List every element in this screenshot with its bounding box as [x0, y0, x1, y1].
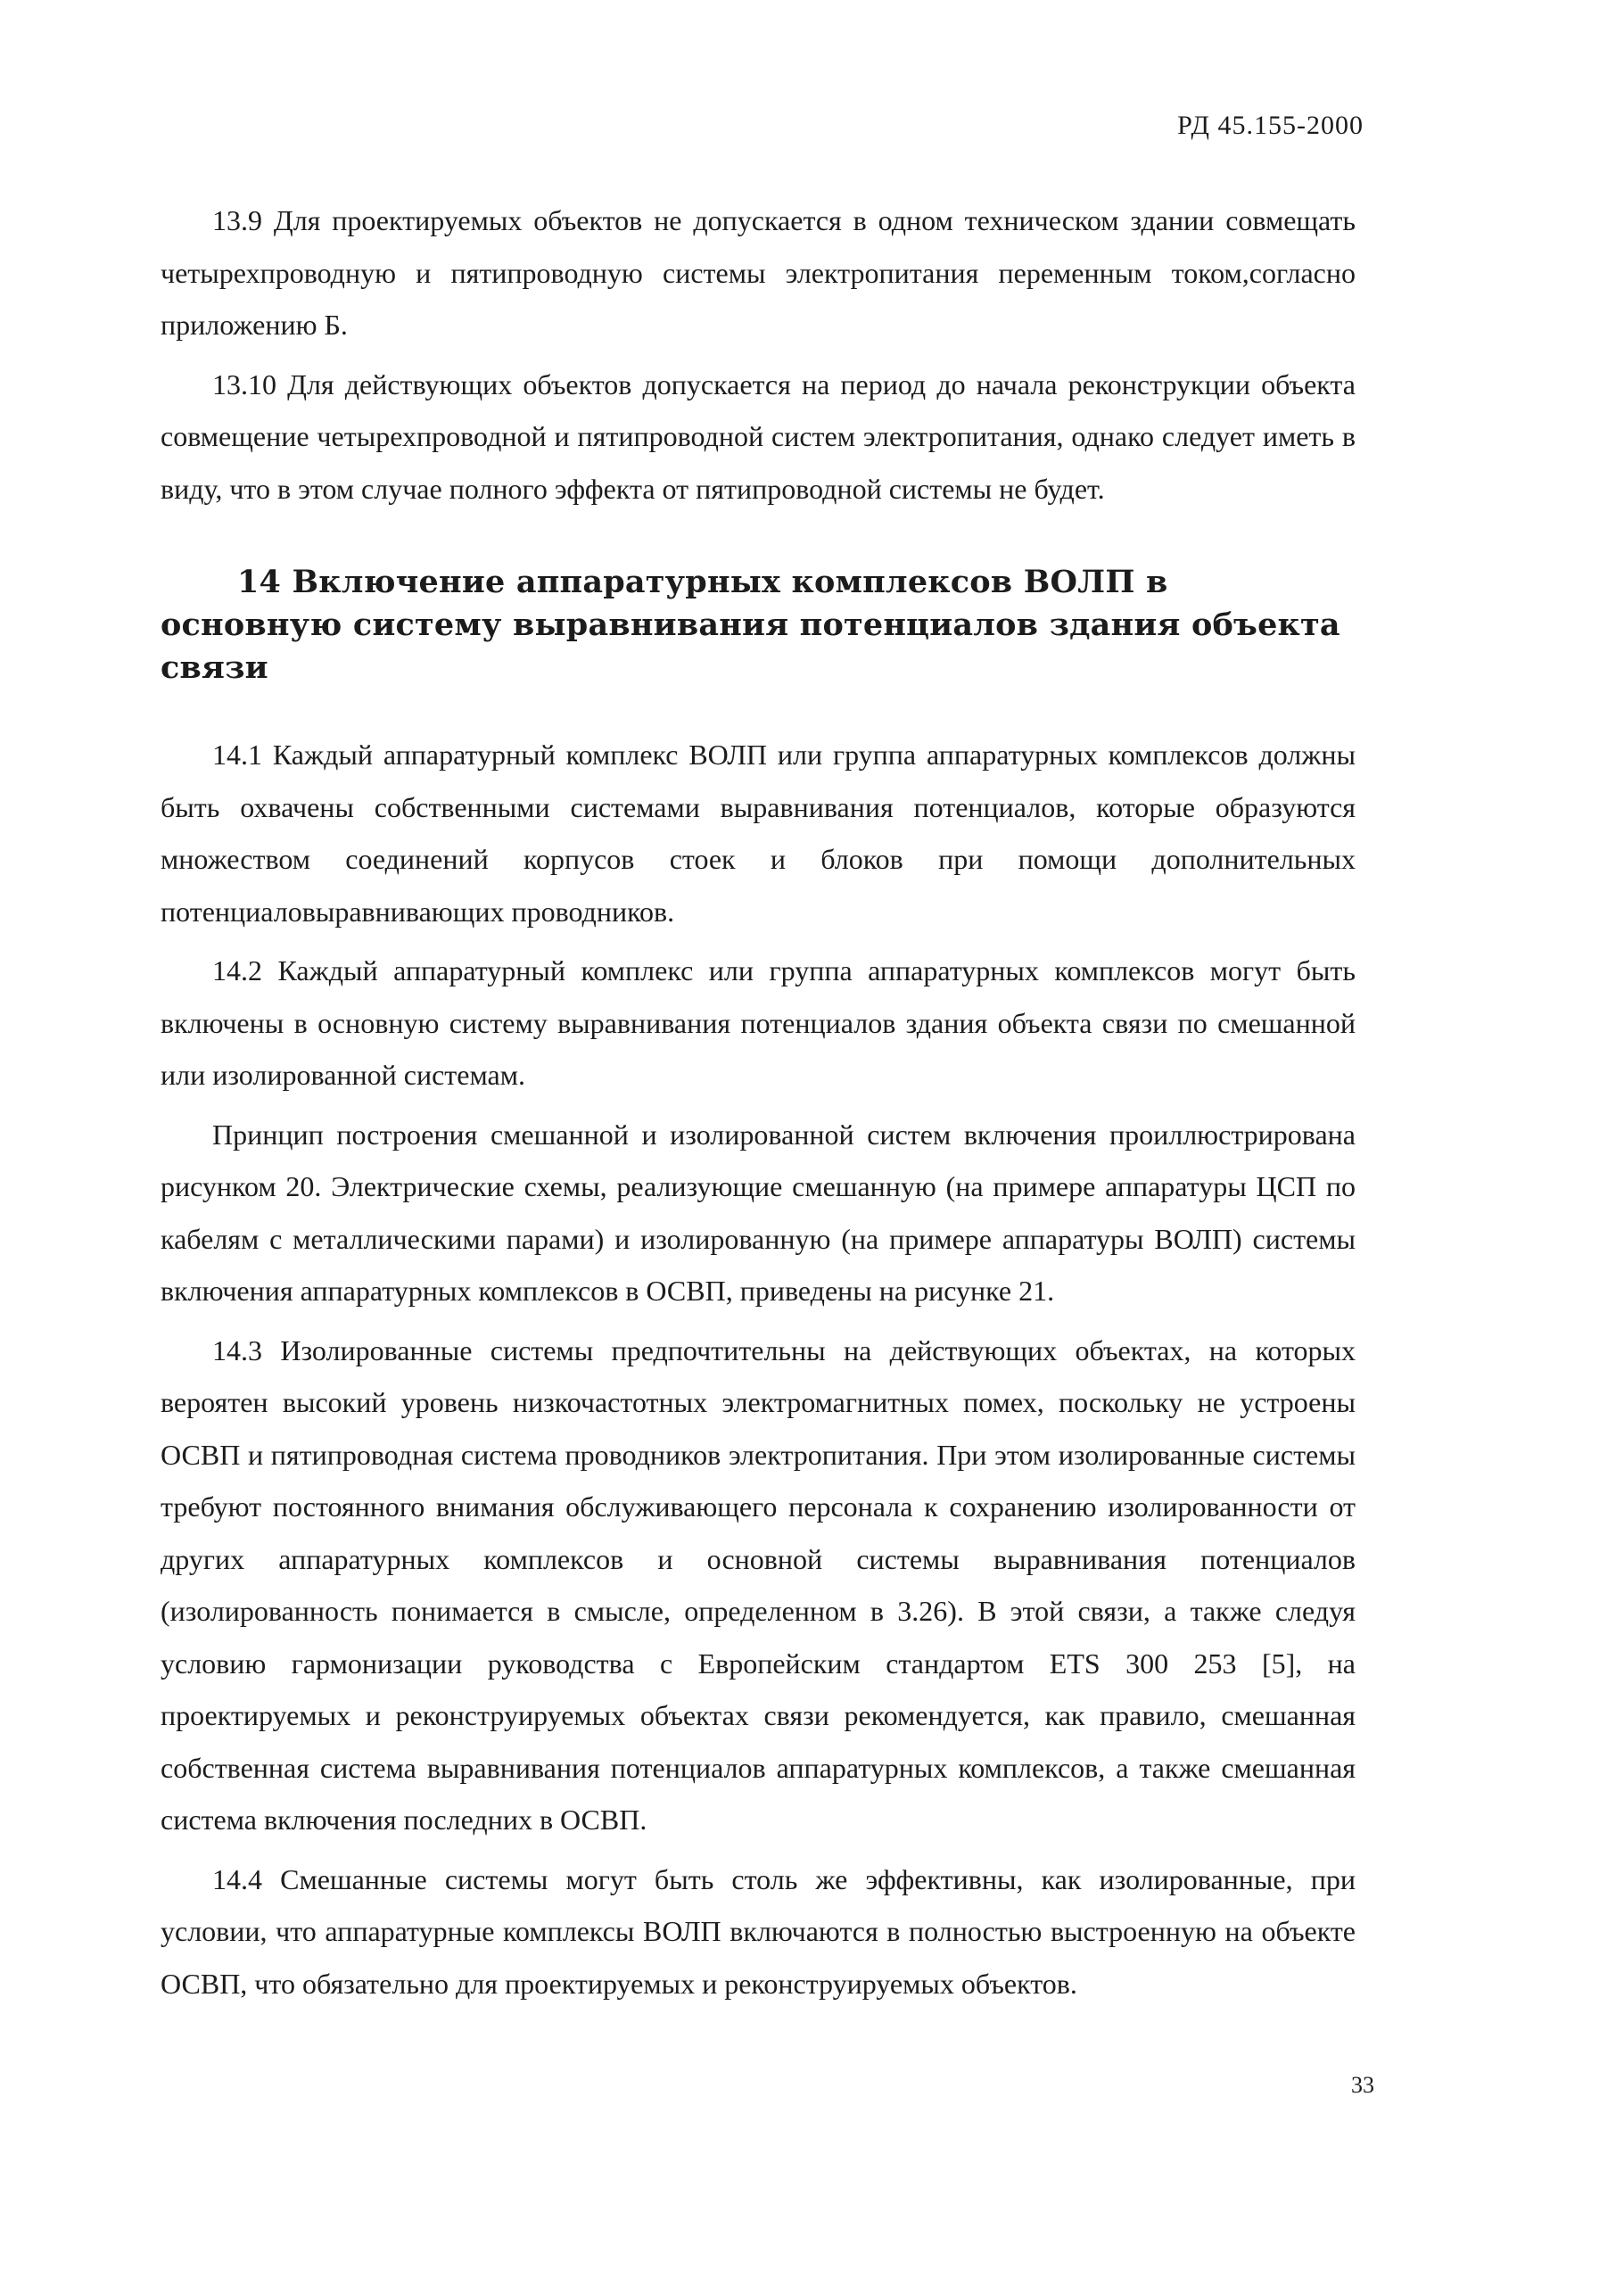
paragraph-13-10: 13.10 Для действующих объектов допускается на период до начала реконструкции объекта совмещение четырехпроводной и пятипроводной систем электропитания, однако следует иметь в виду, что в этом случае полного эффекта от пятипроводной системы не будет.	[161, 367, 1356, 505]
document-code: РД 45.155-2000	[1177, 111, 1364, 140]
document-body	[161, 194, 1356, 2017]
paragraph-14-2-principle: Принцип построения смешанной и изолированной систем включения проиллюстрирована рисунком 20. Электрические схемы, реализующие смешанную (на примере аппаратуры ЦСП по кабелям с металлическими парами) и изолированную (на примере аппаратуры ВОЛП) системы включения аппаратурных комплексов в ОСВП, приведены на рисунке 21.	[161, 1118, 1356, 1307]
section-heading-14: 14 Включение аппаратурных комплексов ВОЛП в основную систему выравнивания потенциалов здания объекта связи	[161, 564, 1340, 686]
paragraph-14-3: 14.3 Изолированные системы предпочтительны на действующих объектах, на которых вероятен высокий уровень низкочастотных электромагнитных помех, поскольку не устроены ОСВП и пятипроводная система проводников электропитания. При этом изолированные системы требуют постоянного внимания обслуживающего персонала к сохранению изолированности от других аппаратурных комплексов и основной системы выравнивания потенциалов (изолированность понимается в смысле, определенном в 3.26). В этой связи, а также следуя условию гармонизации руководства с Европейским стандартом ETS 300 253 [5], на проектируемых и реконструируемых объектах связи рекомендуется, как правило, смешанная собственная система выравнивания потенциалов аппаратурных комплексов, а также смешанная система включения последних в ОСВП.	[161, 1333, 1356, 1836]
page-number: 33	[1351, 2072, 1374, 2098]
paragraph-14-1: 14.1 Каждый аппаратурный комплекс ВОЛП или группа аппаратурных комплексов должны быть охвачены собственными системами выравнивания потенциалов, которые образуются множеством соединений корпусов стоек и блоков при помощи дополнительных потенциаловыравнивающих проводников.	[161, 739, 1356, 928]
paragraph-14-4: 14.4 Смешанные системы могут быть столь же эффективны, как изолированные, при условии, что аппаратурные комплексы ВОЛП включаются в полностью выстроенную на объекте ОСВП, что обязательно для проектируемых и реконструируемых объектов.	[161, 1862, 1356, 2000]
paragraph-13-9: 13.9 Для проектируемых объектов не допускается в одном техническом здании совмещать четырехпроводную и пятипроводную системы электропитания переменным током,согласно приложению Б.	[161, 204, 1356, 341]
paragraph-14-2: 14.2 Каждый аппаратурный комплекс или группа аппаратурных комплексов могут быть включены в основную систему выравнивания потенциалов здания объекта связи по смешанной или изолированной системам.	[161, 954, 1356, 1091]
